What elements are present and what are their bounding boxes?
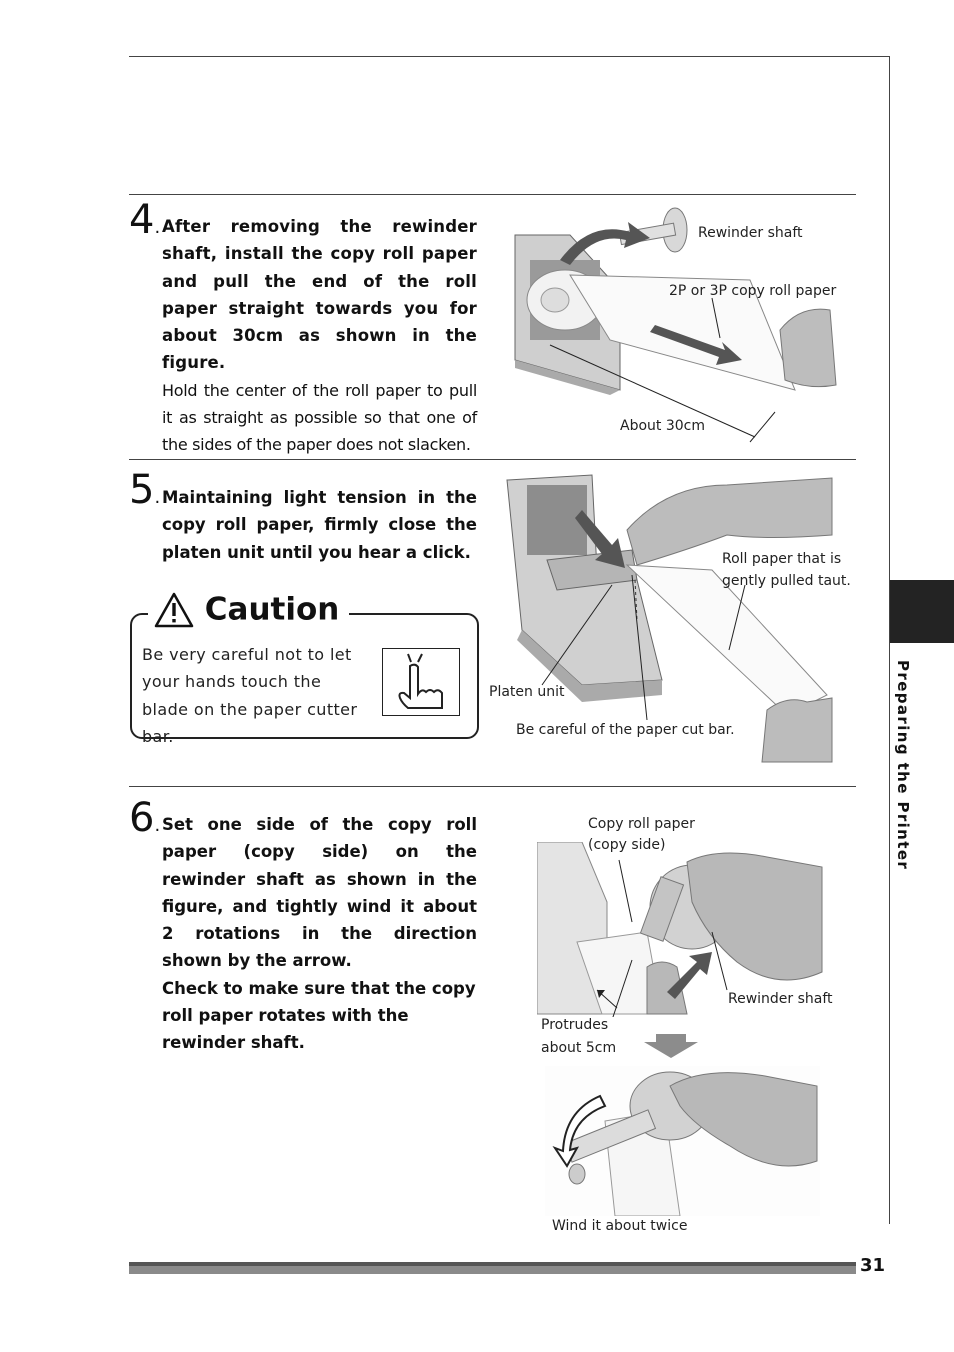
section-title: Preparing the Printer: [894, 660, 912, 871]
down-arrow-icon: [644, 1034, 698, 1058]
caution-title: Caution: [204, 591, 340, 628]
label-platen-unit: Platen unit: [489, 684, 565, 700]
step-4-note: Hold the center of the roll paper to pull it as straight as possible so that one of the sides of the paper does not slacken.: [162, 380, 477, 455]
step-6-number: 6.: [129, 795, 161, 841]
label-about-30cm: About 30cm: [620, 418, 705, 434]
label-paper-cut-bar: Be careful of the paper cut bar.: [516, 722, 735, 738]
step-5-divider: [129, 459, 856, 460]
step-4-figure: [510, 200, 855, 450]
page-number: 31: [860, 1255, 886, 1276]
label-copy-roll-paper-1: Copy roll paper: [588, 816, 695, 832]
label-copy-roll-paper-2: (copy side): [588, 837, 666, 853]
step-4-number: 4.: [129, 197, 161, 243]
step-6-figure-bottom: [545, 1066, 820, 1216]
step-4-divider: [129, 194, 856, 195]
caution-heading: [148, 588, 349, 630]
step-5-instruction: Maintaining light tension in the copy roll paper, firmly close the platen unit until you hear a click.: [162, 488, 477, 562]
caution-text: Be very careful not to let your hands touch the blade on the paper cutter bar.: [142, 645, 358, 746]
label-roll-paper-taut-2: gently pulled taut.: [722, 573, 851, 589]
label-copy-roll-paper: 2P or 3P copy roll paper: [669, 283, 837, 299]
label-wind-twice: Wind it about twice: [552, 1218, 688, 1234]
step-6-note: Check to make sure that the copy roll paper rotates with the rewinder shaft.: [162, 978, 476, 1053]
label-rewinder-shaft-6: Rewinder shaft: [728, 991, 833, 1007]
step-5-number: 5.: [129, 467, 161, 513]
top-border: [129, 56, 890, 57]
step-4-instruction: After removing the rewinder shaft, install the copy roll paper and pull the end of the roll paper straight towards you for about 30cm as shown in the figure.: [162, 217, 477, 373]
step-6-divider: [129, 786, 856, 787]
label-roll-paper-taut-1: Roll paper that is: [722, 551, 842, 567]
step-6-instruction: Set one side of the copy roll paper (copy side) on the rewinder shaft as shown in the figure, and tightly wind it about 2 rotations in the direction shown by the arrow.: [162, 815, 477, 971]
footer-bar: [129, 1262, 856, 1274]
step-6-text: [162, 811, 477, 1057]
label-protrudes-1: Protrudes: [541, 1017, 609, 1033]
finger-warning-icon: [382, 648, 460, 716]
label-rewinder-shaft: Rewinder shaft: [698, 225, 803, 241]
warning-triangle-icon: [154, 592, 194, 628]
label-protrudes-2: about 5cm: [541, 1040, 617, 1056]
step-4-text: [162, 213, 477, 459]
section-tab: [890, 580, 954, 643]
